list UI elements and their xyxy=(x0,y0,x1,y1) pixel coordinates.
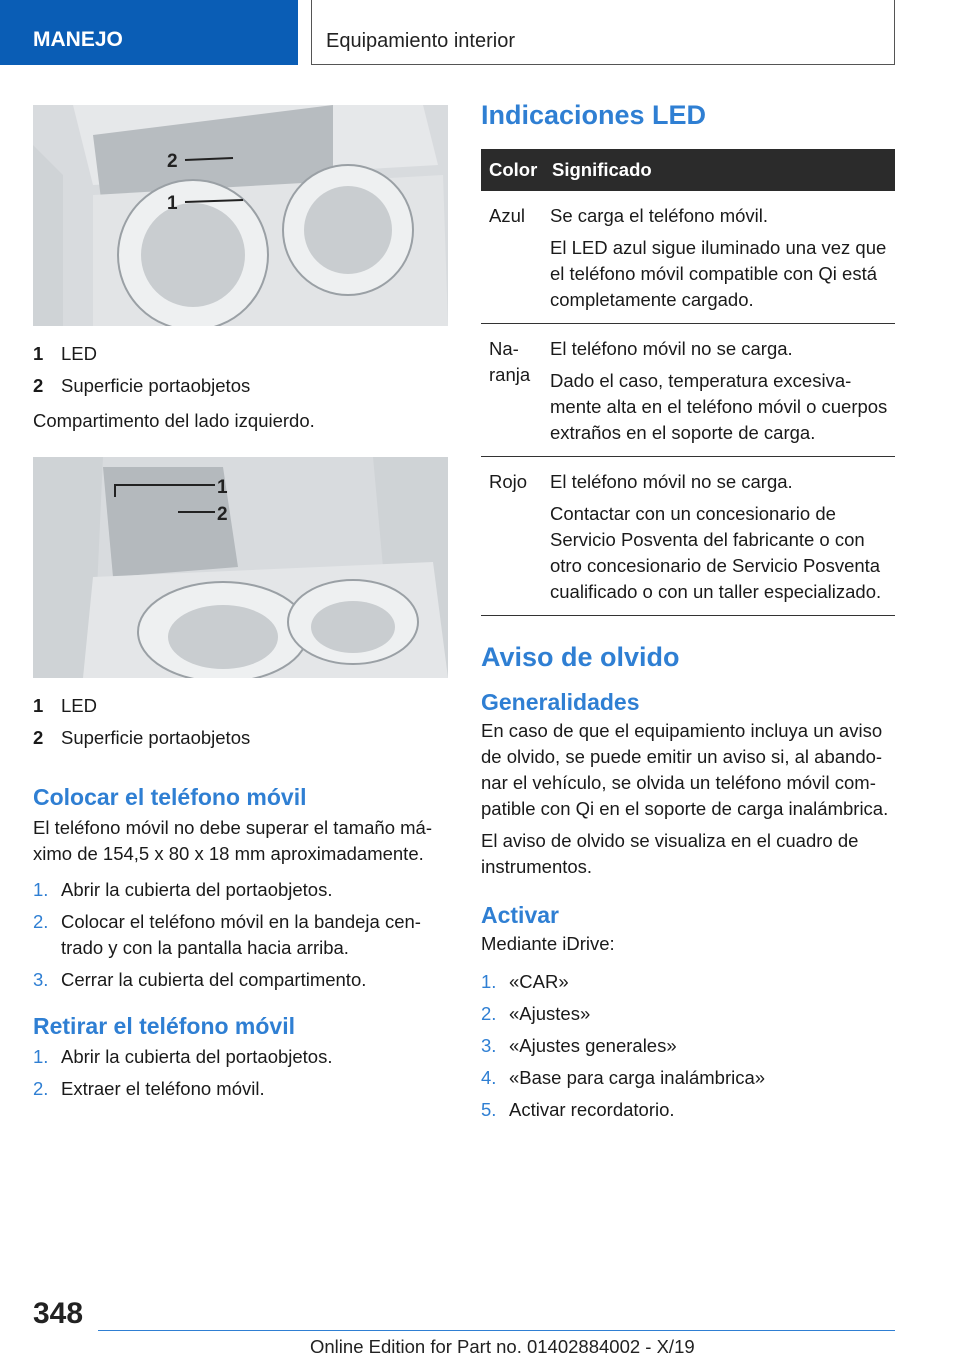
figure-1-illustration xyxy=(33,105,448,326)
step-number: 4. xyxy=(481,1067,497,1088)
legend-text: LED xyxy=(61,695,97,716)
general-paragraph-1: En caso de que el equipamiento incluya un aviso de olvido, se puede emitir un aviso si, al abandonar el vehículo, se olvida un teléfono móvil compatible con Qi en el soporte de carga inalámbrica. xyxy=(481,720,889,819)
header-section-tab xyxy=(0,0,298,65)
left-column xyxy=(33,105,448,1108)
header-chapter-label: Equipamiento interior xyxy=(326,30,515,52)
step-number: 2. xyxy=(481,1003,497,1024)
figure-1-callout-1: 1 xyxy=(167,193,178,214)
remove-phone-steps xyxy=(33,1044,448,1102)
step-text: «Base para carga inalámbrica» xyxy=(509,1067,766,1088)
place-phone-heading: Colocar el teléfono móvil xyxy=(33,784,307,810)
step-item xyxy=(33,967,448,993)
figure-1-legend xyxy=(33,338,448,402)
left-compartment-intro: Compartimento del lado izquierdo. xyxy=(33,410,315,431)
figure-cupholder-right-compartment xyxy=(33,105,448,326)
legend-text: Superficie portaobjetos xyxy=(61,375,251,396)
meaning-line-2: Contactar con un concesionario de Servicio Posventa del fabricante o con otro concesionario de Servicio Posventa cualificado o con un taller especializado. xyxy=(550,503,882,602)
meaning-line-1: Se carga el teléfono móvil. xyxy=(550,205,769,226)
step-number: 1. xyxy=(33,1046,49,1067)
header-section-label: MANEJO xyxy=(33,28,123,51)
figure-2-callout-2: 2 xyxy=(217,504,228,525)
activate-steps xyxy=(481,969,895,1123)
reminder-heading: Aviso de olvido xyxy=(481,642,680,672)
figure-2-callout-1: 1 xyxy=(217,477,228,498)
step-item xyxy=(33,909,448,961)
led-table xyxy=(481,149,895,616)
column-header-meaning: Significado xyxy=(544,149,895,191)
meaning-line-1: El teléfono móvil no se carga. xyxy=(550,338,793,359)
legend-item xyxy=(33,722,448,754)
figure-cupholder-left-compartment xyxy=(33,457,448,678)
footer-edition: Online Edition for Part no. 01402884002 - X/19 xyxy=(310,1336,695,1357)
step-number: 2. xyxy=(33,1078,49,1099)
step-item xyxy=(481,1033,895,1059)
activate-heading: Activar xyxy=(481,902,559,928)
cell-color: Naranja xyxy=(481,324,544,457)
legend-item xyxy=(33,338,448,370)
step-text: «Ajustes generales» xyxy=(509,1035,677,1056)
meaning-line-2: Dado el caso, temperatura excesivamente alta en el teléfono móvil o cuerpos extraños en el soporte de carga. xyxy=(550,370,888,443)
legend-number: 2 xyxy=(33,375,44,396)
step-text: «CAR» xyxy=(509,971,569,992)
step-item xyxy=(33,877,448,903)
footer-divider xyxy=(98,1330,895,1331)
meaning-line-2: El LED azul sigue iluminado una vez que el teléfono móvil compatible con Qi está completamente cargado. xyxy=(550,237,887,310)
cell-meaning xyxy=(544,191,895,324)
legend-item xyxy=(33,370,448,402)
legend-number: 1 xyxy=(33,343,44,364)
step-number: 1. xyxy=(33,879,49,900)
step-text: Cerrar la cubierta del compartimento. xyxy=(61,969,367,990)
step-number: 3. xyxy=(33,969,49,990)
column-header-color: Color xyxy=(481,149,544,191)
step-text: Activar recordatorio. xyxy=(509,1099,675,1120)
remove-phone-heading: Retirar el teléfono móvil xyxy=(33,1013,296,1039)
general-paragraph-2: El aviso de olvido se visualiza en el cuadro de instrumentos. xyxy=(481,830,859,877)
legend-text: Superficie portaobjetos xyxy=(61,727,251,748)
legend-number: 1 xyxy=(33,695,44,716)
step-text: Colocar el teléfono móvil en la bandeja centrado y con la pantalla hacia arriba. xyxy=(61,911,421,958)
place-phone-text: El teléfono móvil no debe superar el tamaño máximo de 154,5 x 80 x 18 mm aproximadamente. xyxy=(33,817,433,864)
general-heading: Generalidades xyxy=(481,689,640,715)
step-text: Abrir la cubierta del portaobjetos. xyxy=(61,1046,333,1067)
table-row xyxy=(481,324,895,457)
led-indications-heading: Indicaciones LED xyxy=(481,100,707,130)
table-header-row xyxy=(481,149,895,191)
step-item xyxy=(33,1076,448,1102)
table-row xyxy=(481,191,895,324)
cell-meaning xyxy=(544,457,895,616)
step-item xyxy=(481,1001,895,1027)
page-number: 348 xyxy=(33,1297,84,1330)
cell-color: Azul xyxy=(481,191,544,324)
step-item xyxy=(481,969,895,995)
legend-number: 2 xyxy=(33,727,44,748)
activate-intro: Mediante iDrive: xyxy=(481,933,615,954)
figure-1-callout-2: 2 xyxy=(167,151,178,172)
step-text: Abrir la cubierta del portaobjetos. xyxy=(61,879,333,900)
cell-color: Rojo xyxy=(481,457,544,616)
table-row xyxy=(481,457,895,616)
step-text: «Ajustes» xyxy=(509,1003,591,1024)
step-number: 2. xyxy=(33,911,49,932)
step-text: Extraer el teléfono móvil. xyxy=(61,1078,265,1099)
step-number: 1. xyxy=(481,971,497,992)
place-phone-steps xyxy=(33,877,448,993)
step-number: 5. xyxy=(481,1099,497,1120)
figure-2-legend xyxy=(33,690,448,754)
step-number: 3. xyxy=(481,1035,497,1056)
figure-2-illustration xyxy=(33,457,448,678)
step-item xyxy=(481,1097,895,1123)
step-item xyxy=(481,1065,895,1091)
legend-item xyxy=(33,690,448,722)
meaning-line-1: El teléfono móvil no se carga. xyxy=(550,471,793,492)
legend-text: LED xyxy=(61,343,97,364)
cell-meaning xyxy=(544,324,895,457)
step-item xyxy=(33,1044,448,1070)
header-chapter-tab xyxy=(311,0,895,65)
right-column xyxy=(481,100,895,1129)
